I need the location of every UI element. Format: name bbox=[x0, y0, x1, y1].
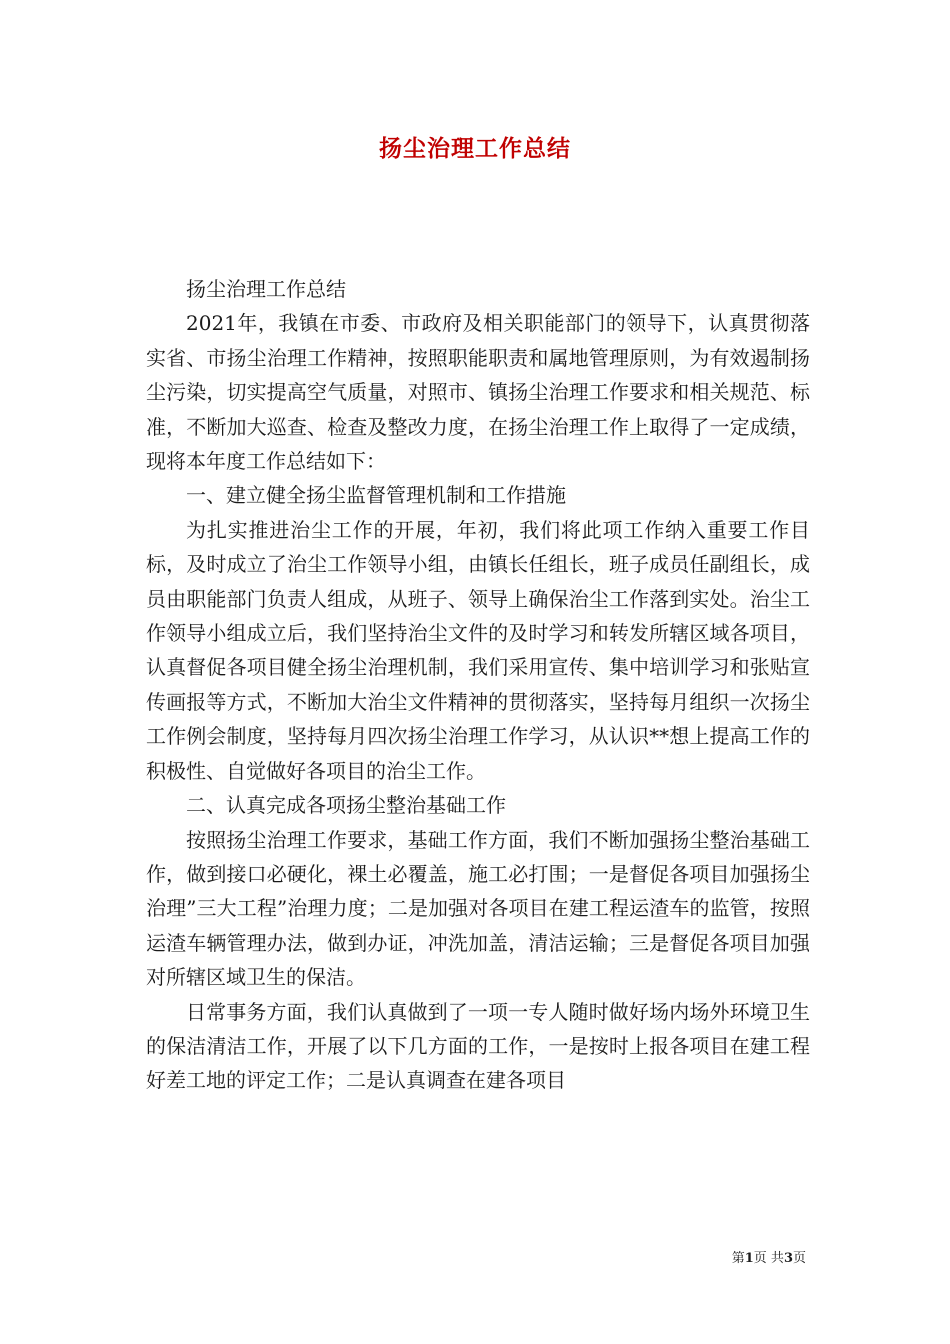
section-2-paragraph-2: 日常事务方面，我们认真做到了一项一专人随时做好场内场外环境卫生的保洁清洁工作，开展了以下几方面的工作，一是按时上报各项目在建工程好差工地的评定工作；二是认真调查在建各项目 bbox=[146, 999, 810, 1093]
body-heading: 扬尘治理工作总结 bbox=[186, 277, 346, 301]
section-1-paragraph: 为扎实推进治尘工作的开展，年初，我们将此项工作纳入重要工作目标，及时成立了治尘工作领导小组，由镇长任组长，班子成员任副组长，成员由职能部门负责人组成，从班子、领导上确保治尘工作落到实处。治尘工作领导小组成立后，我们坚持治尘文件的及时学习和转发所辖区域各项目，认真督促各项目健全扬尘治理机制，我们采用宣传、集中培训学习和张贴宣传画报等方式，不断加大治尘文件精神的贯彻落实，坚持每月组织一次扬尘工作例会制度，坚持每月四次扬尘治理工作学习，从认识**想上提高工作的积极性、自觉做好各项目的治尘工作。 bbox=[146, 517, 810, 783]
section-2-paragraph-1: 按照扬尘治理工作要求，基础工作方面，我们不断加强扬尘整治基础工作，做到接口必硬化，裸土必覆盖，施工必打围；一是督促各项目加强扬尘治理”三大工程”治理力度；二是加强对各项目在建工程运渣车的监管，按照运渣车辆管理办法，做到办证，冲洗加盖，清洁运输；三是督促各项目加强对所辖区域卫生的保洁。 bbox=[146, 827, 810, 990]
document-title: 扬尘治理工作总结 bbox=[379, 135, 571, 162]
section-heading-1: 一、建立健全扬尘监督管理机制和工作措施 bbox=[186, 483, 566, 508]
footer-middle: 页 共 bbox=[753, 1251, 784, 1266]
footer-prefix: 第 bbox=[731, 1251, 745, 1266]
section-heading-2: 二、认真完成各项扬尘整治基础工作 bbox=[186, 793, 506, 818]
intro-paragraph: 2021年，我镇在市委、市政府及相关职能部门的领导下，认真贯彻落实省、市扬尘治理工作精神，按照职能职责和属地管理原则，为有效遏制扬尘污染，切实提高空气质量，对照市、镇扬尘治理工作要求和相关规范、标准，不断加大巡查、检查及整改力度，在扬尘治理工作上取得了一定成绩，现将本年度工作总结如下： bbox=[146, 311, 810, 474]
page-number-footer bbox=[732, 1247, 806, 1266]
document-body bbox=[146, 272, 810, 1098]
footer-total-pages: 3 bbox=[783, 1251, 793, 1266]
footer-current-page: 1 bbox=[744, 1251, 754, 1266]
footer-suffix: 页 bbox=[792, 1251, 806, 1266]
